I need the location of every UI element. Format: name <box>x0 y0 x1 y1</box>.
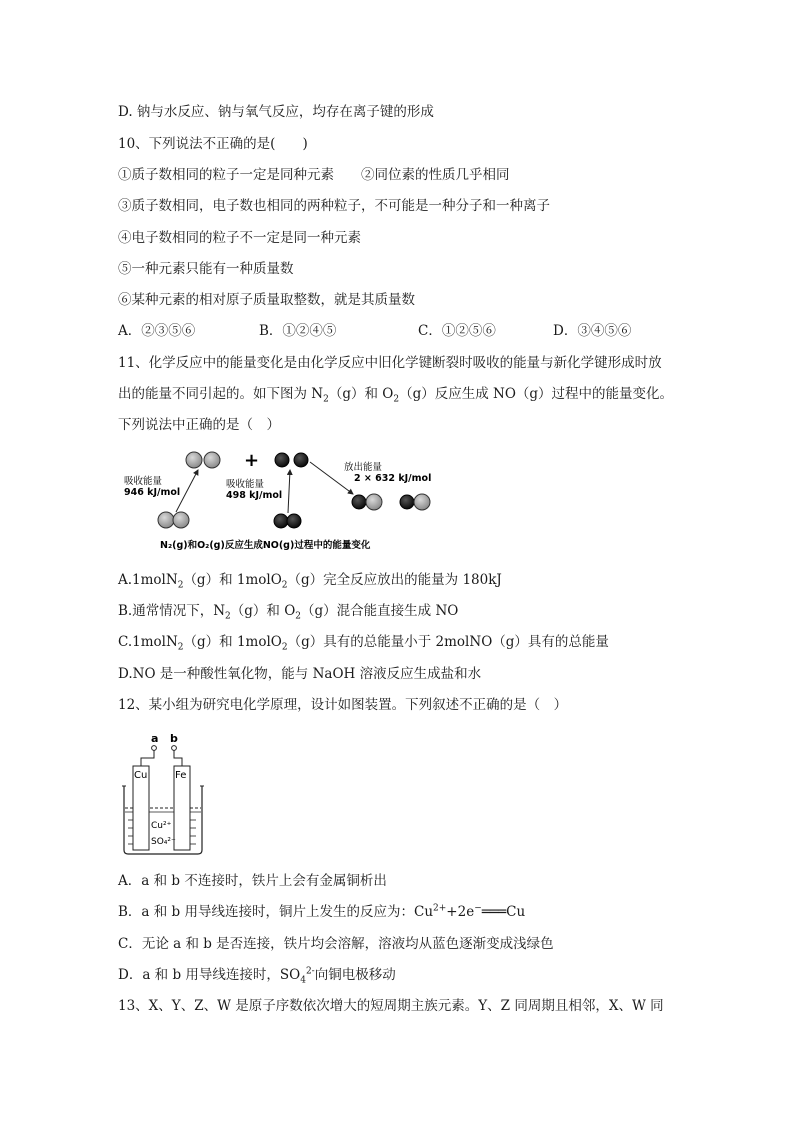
q10-statement-6: ⑥某种元素的相对原子质量取整数，就是其质量数 <box>118 292 415 308</box>
q11-stem-line2: 出的能量不同引起的。如下图为 $N_2(g)$和 $O_2(g)$反应生成 NO（g）过程中的能量变化。 <box>118 386 674 405</box>
q10-statement-1-2: ①质子数相同的粒子一定是同种元素 ②同位素的性质几乎相同 <box>118 167 510 183</box>
q10-option-a: A．②③⑤⑥ <box>118 323 196 339</box>
terminal-b-label: b <box>170 732 178 745</box>
absorb-value-1: 946 kJ/mol <box>124 487 181 498</box>
o2-molecule-circle <box>274 514 288 528</box>
o2-molecule-circle <box>287 514 301 528</box>
q12-option-d: D．a 和 b 用导线连接时，$SO_4^{2-}$向铜电极移动 <box>118 966 396 986</box>
plus-sign: + <box>244 450 260 471</box>
q10-statement-4: ④电子数相同的粒子不一定是同一种元素 <box>118 230 361 246</box>
no-o-circle <box>400 495 414 509</box>
no-n-circle <box>414 494 430 510</box>
absorb-label-1: 吸收能量 <box>124 476 163 487</box>
absorb-value-2: 498 kJ/mol <box>226 490 283 501</box>
q10-statement-5: ⑤一种元素只能有一种质量数 <box>118 261 294 277</box>
terminal-a <box>152 746 157 751</box>
q10-option-c: C．①②⑤⑥ <box>418 323 496 339</box>
n2-molecule-circle <box>173 512 189 528</box>
q9-option-d: D. 钠与水反应、钠与氧气反应，均存在离子键的形成 <box>118 104 434 120</box>
o-atom-circle <box>275 453 289 467</box>
sulfate-ion-label: SO₄²⁻ <box>151 837 176 847</box>
q11-option-d: D.NO 是一种酸性氧化物，能与 NaOH 溶液反应生成盐和水 <box>118 666 482 682</box>
absorb-label-2: 吸收能量 <box>226 479 265 490</box>
q13-stem: 13、X、Y、Z、W 是原子序数依次增大的短周期主族元素。Y、Z 同周期且相邻，X、W 同 <box>118 998 664 1014</box>
q12-option-b: B．a 和 b 用导线连接时，铜片上发生的反应为：$Cu^{2+}+2e^-═══Cu$ <box>118 903 526 920</box>
o-atom-circle <box>294 453 308 467</box>
q11-option-b: B.通常情况下，$N_2(g)$和 $O_2(g)$混合能直接生成 NO <box>118 603 459 622</box>
q11-stem-line1: 11、化学反应中的能量变化是由化学反应中旧化学键断裂时吸收的能量与新化学键形成时放 <box>118 355 662 371</box>
fe-label: Fe <box>175 770 187 781</box>
electrochemical-cell-figure <box>118 728 208 860</box>
arrow-absorb-o2 <box>288 470 290 513</box>
cu-label: Cu <box>134 770 148 781</box>
release-label: 放出能量 <box>344 462 383 473</box>
q10-option-b: B．①②④⑤ <box>259 323 337 339</box>
release-value: 2 × 632 kJ/mol <box>354 473 432 484</box>
energy-change-figure <box>118 446 448 556</box>
q12-option-a: A．a 和 b 不连接时，铁片上会有金属铜析出 <box>118 873 387 889</box>
no-n-circle <box>366 494 382 510</box>
no-o-circle <box>352 495 366 509</box>
q11-option-a: A.1molN$_2$（g）和 1molO$_2$（g）完全反应放出的能量为 180kJ <box>118 572 502 591</box>
copper-ion-label: Cu²⁺ <box>151 821 172 831</box>
wire-b <box>174 750 182 766</box>
q10-option-d: D．③④⑤⑥ <box>553 323 632 339</box>
wire-a <box>141 750 154 766</box>
q11-option-c: C.1molN$_2$（g）和 1molO$_2$（g）具有的总能量小于 2molNO（g）具有的总能量 <box>118 634 609 653</box>
q10-statement-3: ③质子数相同，电子数也相同的两种粒子，不可能是一种分子和一种离子 <box>118 198 550 214</box>
q12-stem: 12、某小组为研究电化学原理，设计如图装置。下列叙述不正确的是（ ） <box>118 697 568 713</box>
terminal-a-label: a <box>151 732 159 745</box>
q11-stem-line3: 下列说法中正确的是（ ） <box>118 417 280 433</box>
n-atom-circle <box>204 452 220 468</box>
n-atom-circle <box>186 452 202 468</box>
q10-stem: 10、下列说法不正确的是( ) <box>118 136 308 152</box>
terminal-b <box>172 746 177 751</box>
q12-option-c: C．无论 a 和 b 是否连接，铁片均会溶解，溶液均从蓝色逐渐变成浅绿色 <box>118 936 554 952</box>
n2-molecule-circle <box>158 512 174 528</box>
figure-caption: N₂(g)和O₂(g)反应生成NO(g)过程中的能量变化 <box>160 540 371 551</box>
